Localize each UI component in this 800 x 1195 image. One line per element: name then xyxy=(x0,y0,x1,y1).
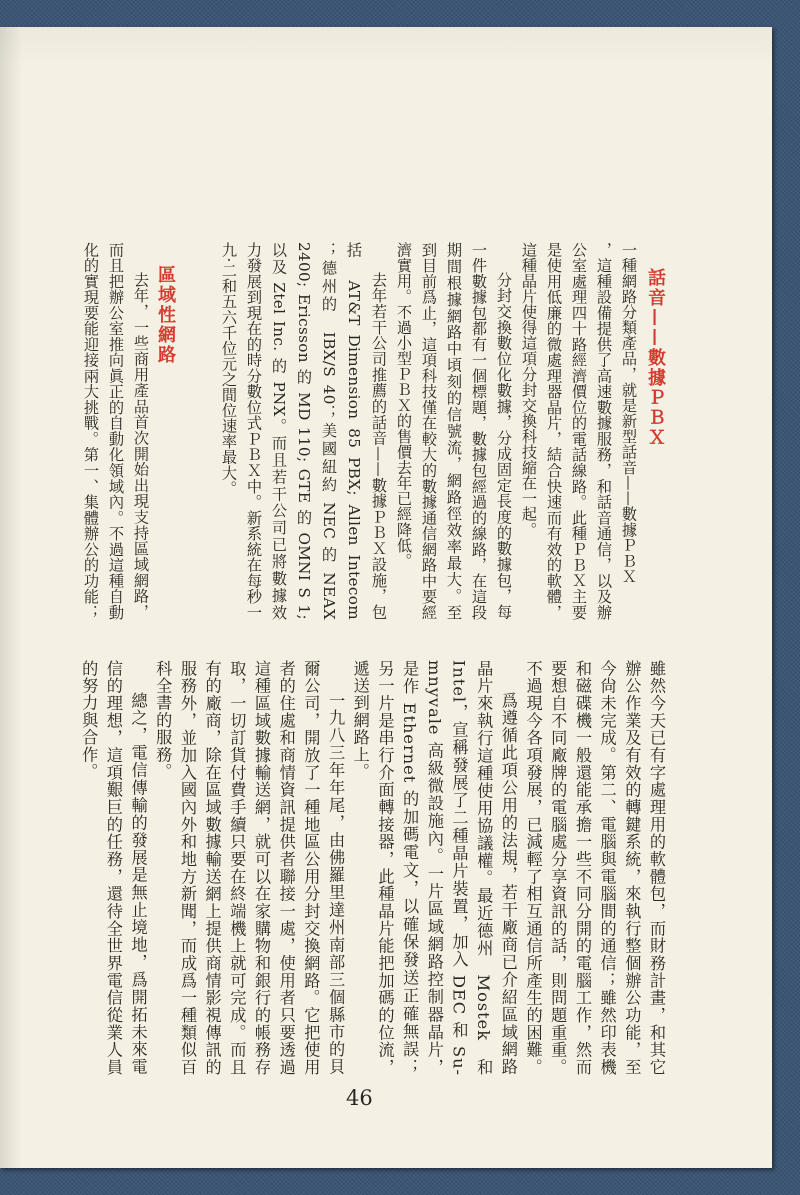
lower-text-column: 的努力與合作。 xyxy=(79,660,99,781)
lower-text-column: 有的廠商，除在區域數據輸送網上提供商情影視傳訊的 xyxy=(202,660,222,1076)
upper-text-column: 一種網路分類產品，就是新型話音——數據ＰＢＸ xyxy=(620,242,638,585)
lower-text-column: 服務外，並加入國內外和地方新聞，而成爲一種類似百 xyxy=(177,660,197,1076)
upper-text-column: 公室處理四十路經濟價位的電話線路。此種ＰＢＸ主要 xyxy=(570,242,588,620)
upper-text-column: 到目前爲止，這項科技僅在較大的數據通信網路中要經 xyxy=(420,242,438,620)
lower-text-column: 科全書的服務。 xyxy=(153,660,173,781)
lower-text-column: 總之，電信傳輸的發展是無止境地，爲開拓未來電 xyxy=(128,692,148,1076)
lower-text-column: 一九八三年年尾，由佛羅里達州南部三個縣市的貝 xyxy=(326,692,346,1076)
lower-text-column: 辦公作業及有效的轉鍵系統，來執行整個辦公功能，至 xyxy=(622,660,642,1076)
upper-text-column: 而且把辦公室推向眞正的自動化領域內。不過這種自動 xyxy=(107,242,125,620)
lower-text-column: 爾公司，開放了一種地區公用分封交換網路。它把使用 xyxy=(301,660,321,1076)
lower-text-column: 遞送到網路上。 xyxy=(350,660,370,781)
lower-text-column: 另一片是串行介面轉接器，此種晶片能把加碼的位流， xyxy=(375,660,395,1076)
upper-text-column: 去年若干公司推薦的話音——數據ＰＢＸ設施，包 xyxy=(370,272,388,620)
lower-text-column: 信的理想，這項艱巨的任務，還待全世界電信從業人員 xyxy=(103,660,123,1076)
lower-text-column: 是作 Ethernet 的加碼電文，以確保發送正確無誤； xyxy=(400,660,420,1076)
upper-text-column: ，這種設備提供了高速數據服務，和話音通信，以及辦 xyxy=(595,242,613,620)
lower-text-column: 者的住處和商情資訊提供者聯接一處，使用者只要透過 xyxy=(276,660,296,1076)
upper-text-column: 期間根據網路中頃刻的信號流，網路徑效率最大。至 xyxy=(445,242,463,620)
upper-text-column: 分封交換數位化數據，分成固定長度的數據包，每 xyxy=(495,272,513,620)
lower-text-column: 雖然今天已有字處理用的軟體包，而財務計畫，和其它 xyxy=(647,660,666,1076)
lower-text-column: 和磁碟機一般還能承擔一些不同分開的電腦工作，然而 xyxy=(572,660,592,1076)
upper-text-column: 括 AT&T Dimension 85 PBX; Allen Intecom xyxy=(345,242,363,620)
lower-text-column: 今尙未完成。第二、電腦與電腦間的通信；雖然印表機 xyxy=(597,660,617,1076)
lower-text-column: 這種區域數據輸送網，就可以在家購物和銀行的帳務存 xyxy=(252,660,271,1076)
lower-text-column: 晶片來執行這種使用協議權。最近德州 Mostek 和 xyxy=(474,660,494,1076)
upper-text-column: 濟實用。不過小型ＰＢＸ的售價去年已經降低。 xyxy=(395,242,413,569)
upper-text-column: 以及 Ztel Inc. 的 PNX。而且若干公司已將數據效 xyxy=(270,242,288,620)
lower-text-column: mnyvale 高級微設施內。一片區域網路控制器晶片， xyxy=(424,660,444,1076)
upper-text-column: 這種晶片使得這項分封交換科技縮在一起。 xyxy=(520,242,538,538)
lower-text-block xyxy=(76,660,669,1076)
upper-text-column: 去年，一些商用產品首次開始出現支持區域網路， xyxy=(132,272,150,620)
upper-text-column: 是使用低廉的微處理器晶片，結合快速而有效的軟體， xyxy=(545,242,563,620)
upper-text-column: 一件數據包都有一個標題，數據包經過的線路，在這段 xyxy=(470,242,488,620)
page-number: 46 xyxy=(346,1086,373,1110)
lower-text-column: 爲遵循此項公用的法規，若干廠商已介紹區域網路 xyxy=(498,692,518,1076)
section-heading-local-area-network: 區域性網路 xyxy=(155,265,176,365)
lower-text-column: 不過現今各項發展，已減輕了相互通信所產生的困難。 xyxy=(523,660,543,1076)
section-heading-voice-data-pbx: 話音——數據ＰＢＸ xyxy=(645,268,666,448)
upper-text-column: 力發展到現在的時分數位式ＰＢＸ中。新系統在每秒一 xyxy=(245,242,263,620)
upper-text-column: 九·二和五六千位元之間位速率最大。 xyxy=(220,242,238,496)
upper-text-block xyxy=(78,242,668,620)
lower-text-column: 要想自不同廠牌的電腦處分享資訊的話，則問題重重。 xyxy=(548,660,568,1076)
upper-text-column: 2400; Ericsson 的 MD 110; GTE 的 OMNI S 1; xyxy=(295,242,313,620)
lower-text-column: Intel，宣稱發展了二種晶片裝置，加入 DEC 和 Su- xyxy=(449,660,469,1076)
lower-text-column: 取，一切訂貨付費手續只要在終端機上就可完成。而且 xyxy=(227,660,247,1076)
upper-text-column: 化的實現要能迎接兩大挑戰。第一、集體辦公的功能； xyxy=(82,242,100,620)
upper-text-column: ；德州的 IBX/S 40；美國紐約 NEC 的 NEAX xyxy=(320,242,338,620)
